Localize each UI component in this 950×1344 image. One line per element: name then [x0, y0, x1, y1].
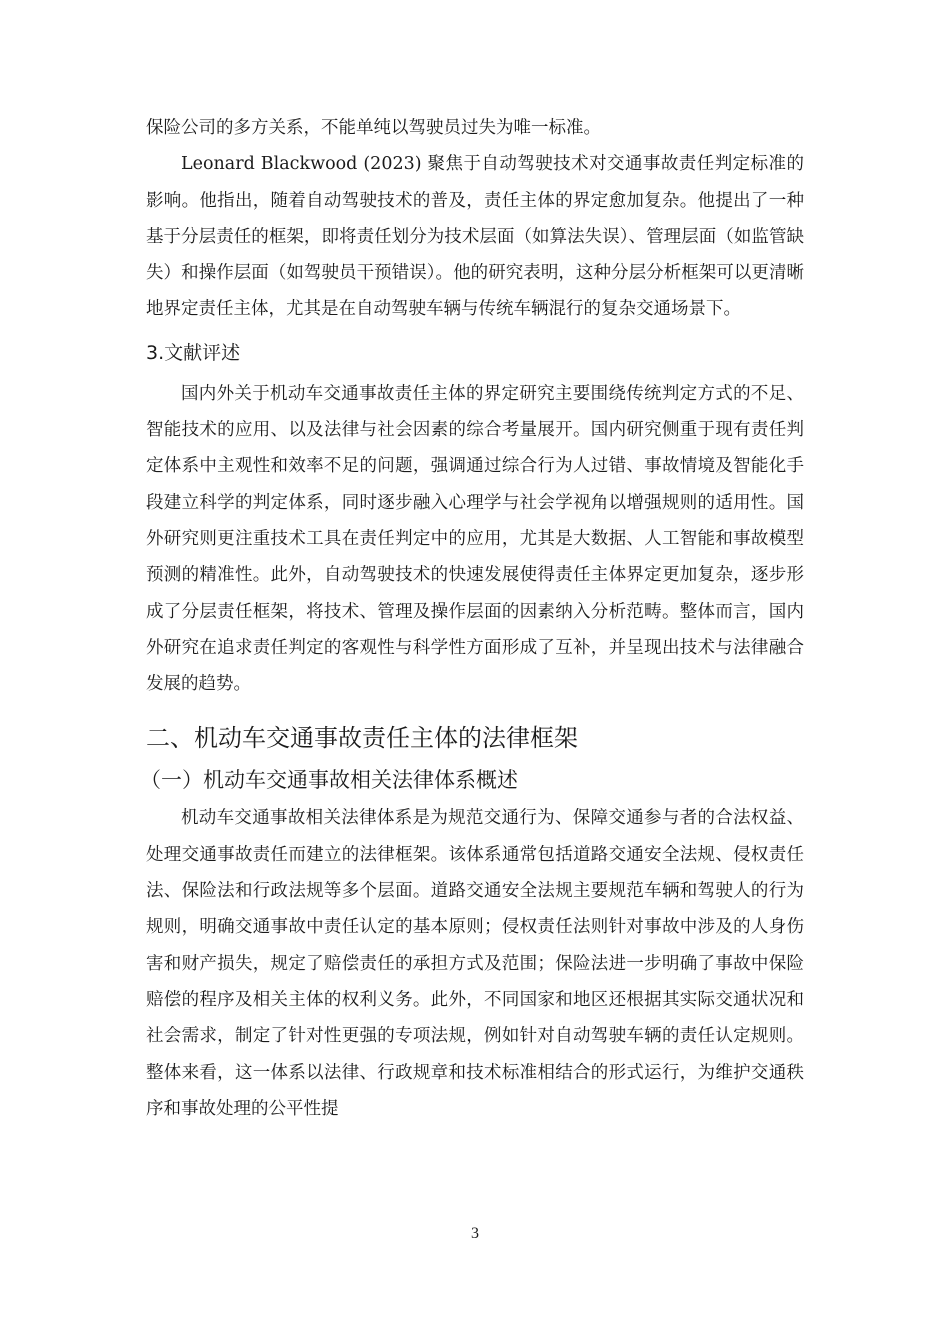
paragraph-blackwood: Leonard Blackwood (2023) 聚焦于自动驾驶技术对交通事故责任判定标准的影响。他指出，随着自动驾驶技术的普及，责任主体的界定愈加复杂。他提出了一种基于分层责任的框架，即将责任划分为技术层面（如算法失误）、管理层面（如监管缺失）和操作层面（如驾驶员干预错误）。他的研究表明，这种分层分析框架可以更清晰地界定责任主体，尤其是在自动驾驶车辆与传统车辆混行的复杂交通场景下。 [146, 154, 804, 320]
paragraph-review: 国内外关于机动车交通事故责任主体的界定研究主要围绕传统判定方式的不足、智能技术的应用、以及法律与社会因素的综合考量展开。国内研究侧重于现有责任判定体系中主观性和效率不足的问题，强调通过综合行为人过错、事故情境及智能化手段建立科学的判定体系，同时逐步融入心理学与社会学视角以增强规则的适用性。国外研究则更注重技术工具在责任判定中的应用，尤其是大数据、人工智能和事故模型预测的精准性。此外，自动驾驶技术的快速发展使得责任主体界定更加复杂，逐步形成了分层责任框架，将技术、管理及操作层面的因素纳入分析范畴。整体而言，国内外研究在追求责任判定的客观性与科学性方面形成了互补，并呈现出技术与法律融合发展的趋势。 [146, 383, 804, 695]
heading-literature-review: 3.文献评述 [146, 341, 241, 364]
page-number: 3 [471, 1225, 479, 1242]
paragraph-continuation: 保险公司的多方关系，不能单纯以驾驶员过失为唯一标准。 [146, 118, 601, 138]
document-body [140, 110, 804, 1127]
heading-chapter-2: 二、机动车交通事故责任主体的法律框架 [146, 724, 578, 753]
paragraph-legal-system: 机动车交通事故相关法律体系是为规范交通行为、保障交通参与者的合法权益、处理交通事故责任而建立的法律框架。该体系通常包括道路交通安全法规、侵权责任法、保险法和行政法规等多个层面。道路交通安全法规主要规范车辆和驾驶人的行为规则，明确交通事故中责任认定的基本原则；侵权责任法则针对事故中涉及的人身伤害和财产损失，规定了赔偿责任的承担方式及范围；保险法进一步明确了事故中保险赔偿的程序及相关主体的权利义务。此外，不同国家和地区还根据其实际交通状况和社会需求，制定了针对性更强的专项法规，例如针对自动驾驶车辆的责任认定规则。整体来看，这一体系以法律、行政规章和技术标准相结合的形式运行，为维护交通秩序和事故处理的公平性提 [146, 808, 804, 1119]
heading-section-1: （一）机动车交通事故相关法律体系概述 [140, 768, 518, 793]
